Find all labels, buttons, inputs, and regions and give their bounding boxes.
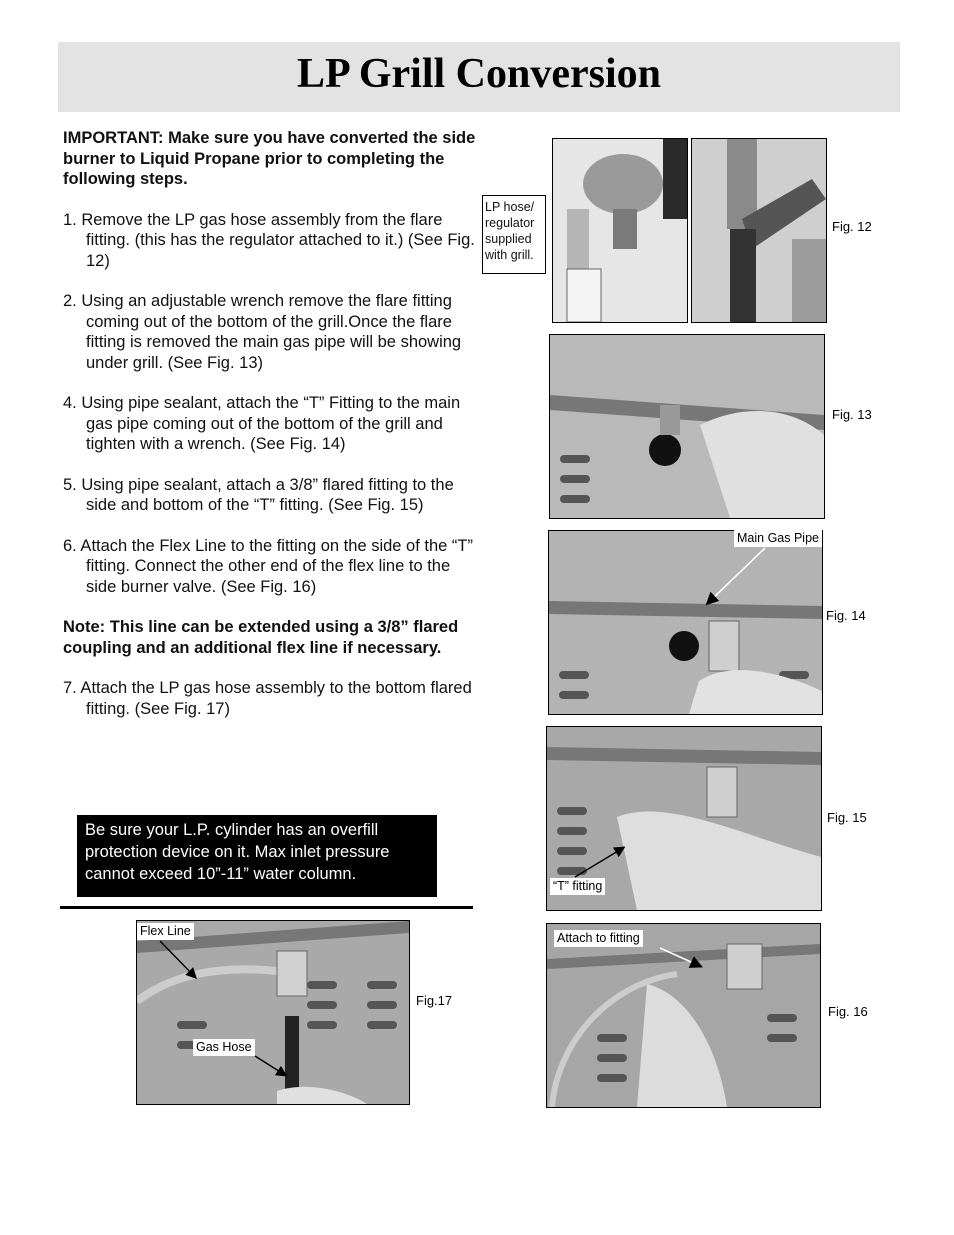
- fig13-caption: Fig. 13: [832, 407, 872, 422]
- step-1: 1. Remove the LP gas hose assembly from the flare fitting. (this has the regulator attached to it.) (See Fig. 12): [63, 210, 475, 270]
- extension-note: Note: This line can be extended using a 3/8” flared coupling and an additional flex line if necessary.: [63, 618, 459, 657]
- page-title: LP Grill Conversion: [296, 51, 661, 97]
- fig17-label-hose: Gas Hose: [193, 1039, 255, 1056]
- title-bar: [58, 42, 900, 112]
- fig14-label: Main Gas Pipe: [734, 530, 822, 547]
- fig14-photo: [548, 530, 823, 715]
- divider: [60, 906, 473, 909]
- fig15-label: “T” fitting: [550, 878, 605, 895]
- fig16-caption: Fig. 16: [828, 1004, 868, 1019]
- warning-box: Be sure your L.P. cylinder has an overfill protection device on it. Max inlet pressure cannot exceed 10”-11” water column.: [77, 815, 437, 897]
- fig12-photo-right: [691, 138, 827, 323]
- fig12-photo-left: [552, 138, 688, 323]
- fig16-label: Attach to fitting: [554, 930, 643, 947]
- fig14-caption: Fig. 14: [826, 608, 866, 623]
- step-6: 6. Attach the Flex Line to the fitting on the side of the “T” fitting. Connect the other end of the flex line to the side burner valve. (See Fig. 16): [63, 536, 473, 596]
- fig15-caption: Fig. 15: [827, 810, 867, 825]
- fig13-photo: [549, 334, 825, 519]
- fig12-caption: Fig. 12: [832, 219, 872, 234]
- step-2: 2. Using an adjustable wrench remove the flare fitting coming out of the bottom of the grill.Once the flare fitting is removed the main gas pipe will be showing under grill. (See Fig. 13): [63, 292, 462, 372]
- step-7: 7. Attach the LP gas hose assembly to the bottom flared fitting. (See Fig. 17): [63, 679, 472, 718]
- fig12-label: LP hose/ regulator supplied with grill.: [482, 195, 546, 274]
- fig16-photo: [546, 923, 821, 1108]
- step-4: 4. Using pipe sealant, attach the “T” Fitting to the main gas pipe coming out of the bottom of the grill and tighten with a wrench. (See Fig. 14): [63, 394, 461, 453]
- important-notice: IMPORTANT: Make sure you have converted the side burner to Liquid Propane prior to completing the following steps.: [63, 129, 476, 188]
- fig17-label-flex: Flex Line: [137, 923, 194, 940]
- fig17-photo: [136, 920, 410, 1105]
- instructions: [63, 128, 478, 739]
- fig17-caption: Fig.17: [416, 993, 453, 1008]
- step-5: 5. Using pipe sealant, attach a 3/8” flared fitting to the side and bottom of the “T” fitting. (See Fig. 15): [63, 475, 454, 514]
